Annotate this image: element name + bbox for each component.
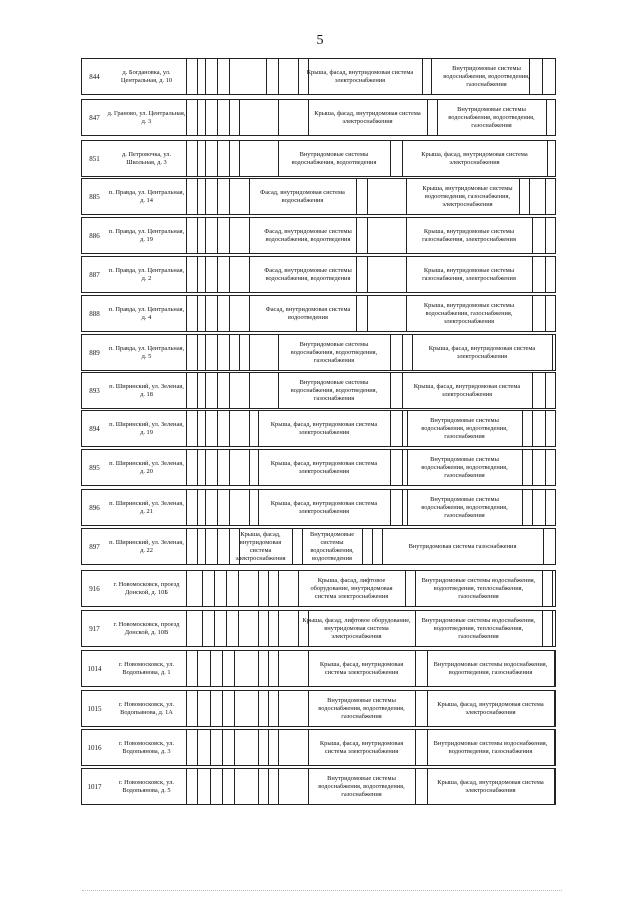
grid-line [532, 490, 533, 525]
grid-line [278, 651, 279, 686]
grid-line [542, 611, 543, 646]
work-cell: Фасад, внутридомовая система водоснабжения [260, 188, 345, 204]
grid-line [217, 179, 218, 214]
work-cell: Внутридомовые системы водоснабжения, водоотведения, газоснабжения [433, 739, 548, 755]
grid-line [362, 529, 363, 564]
work-cell: Крыша, фасад, внутридомовая система электроснабжения [319, 739, 404, 755]
row-number: 886 [89, 231, 100, 240]
grid-line [210, 769, 211, 804]
grid-line [415, 651, 416, 686]
work-cell: Крыша, фасад, внутридомовая система электроснабжения [314, 109, 421, 125]
grid-line [278, 691, 279, 726]
grid-line [217, 218, 218, 253]
grid-line [529, 179, 530, 214]
grid-line [214, 571, 215, 606]
grid-line [229, 335, 230, 370]
grid-line [197, 490, 198, 525]
row-number: 1016 [87, 743, 102, 752]
grid-line [217, 373, 218, 408]
grid-line [532, 450, 533, 485]
row-address: д. Богдановка, ул. Центральная, д. 10 [107, 59, 187, 94]
grid-line [390, 450, 391, 485]
row-number: 916 [89, 584, 100, 593]
grid-line [415, 730, 416, 765]
grid-line [197, 769, 198, 804]
work-cell: Фасад, внутридомовые системы водоснабжения, водоотведения [264, 227, 352, 243]
work-cell: Внутридомовые системы водоснабжения, водоотведения, газоснабжения [433, 660, 548, 676]
grid-line [217, 529, 218, 564]
grid-line [268, 611, 269, 646]
grid-line [205, 218, 206, 253]
work-cell: Крыша, внутридомовые системы газоснабжения, электроснабжения [422, 227, 516, 243]
grid-line [367, 257, 368, 292]
grid-line [202, 611, 203, 646]
work-cell: Крыша, фасад, внутридомовая система электроснабжения [235, 530, 286, 562]
grid-line [545, 490, 546, 525]
work-cell: Внутридомовые системы водоснабжения, водоотведения, теплоснабжения, газоснабжения [421, 576, 536, 600]
row-number: 897 [89, 542, 100, 551]
grid-line [197, 179, 198, 214]
grid-line [390, 411, 391, 446]
grid-line [258, 651, 259, 686]
grid-line [229, 141, 230, 176]
grid-line [217, 335, 218, 370]
grid-line [405, 571, 406, 606]
grid-line [229, 373, 230, 408]
grid-line [249, 490, 250, 525]
table-row [81, 372, 556, 409]
grid-line [238, 611, 239, 646]
work-cell: Крыша, фасад, лифтовое оборудование, внутридомовая система электроснабжения [302, 616, 411, 640]
work-cell: Крыша, фасад, лифтовое оборудование, внутридомовая система электроснабжения [310, 576, 393, 600]
grid-line [268, 769, 269, 804]
work-cell: Крыша, фасад, внутридомовая система электроснабжения [270, 499, 378, 515]
grid-line [229, 179, 230, 214]
grid-line [545, 450, 546, 485]
grid-line [217, 296, 218, 331]
work-cell: Внутридомовые системы водоснабжения, водоотведения, газоснабжения [290, 378, 378, 402]
grid-line [542, 59, 543, 94]
table-row [81, 178, 556, 215]
grid-line [229, 296, 230, 331]
grid-line [205, 296, 206, 331]
work-cell: Крыша, фасад, внутридомовая система электроснабжения [413, 382, 521, 398]
row-address: г. Новомосковск, ул. Водопьянова, д. 3 [107, 730, 187, 765]
grid-line [552, 335, 553, 370]
grid-line [249, 450, 250, 485]
grid-line [234, 730, 235, 765]
grid-line [367, 179, 368, 214]
grid-line [205, 450, 206, 485]
grid-line [222, 691, 223, 726]
grid-line [229, 59, 230, 94]
table-row [81, 489, 556, 526]
grid-line [278, 59, 279, 94]
row-address: п. Ширинский, ул. Зеленая, д. 22 [107, 529, 187, 564]
grid-line [278, 769, 279, 804]
grid-line [217, 59, 218, 94]
grid-line [210, 730, 211, 765]
work-cell: Внутридомовые системы водоснабжения, водоотведения, газоснабжения [448, 105, 535, 129]
table-row [81, 334, 556, 371]
work-cell: Фасад, внутридомовая система водоотведения [265, 305, 351, 321]
grid-line [545, 411, 546, 446]
table-row [81, 217, 556, 254]
grid-line [226, 571, 227, 606]
grid-line [278, 611, 279, 646]
row-number: 917 [89, 624, 100, 633]
grid-line [234, 691, 235, 726]
grid-line [532, 411, 533, 446]
grid-line [197, 529, 198, 564]
work-cell: Крыша, внутридомовые системы водоотведения, газоснабжения, электроснабжения [422, 184, 513, 208]
grid-line [554, 730, 555, 765]
grid-line [258, 769, 259, 804]
work-cell: Внутридомовые системы водоснабжения, водоотведения, газоснабжения [421, 455, 508, 479]
work-cell: Внутридомовые системы водоснабжения, водоотведения [291, 150, 377, 166]
grid-line [415, 691, 416, 726]
grid-line [249, 411, 250, 446]
grid-line [402, 335, 403, 370]
grid-line [268, 651, 269, 686]
work-cell: Внутридомовые системы водоснабжения, водоотведения, газоснабжения [318, 774, 405, 798]
grid-line [390, 373, 391, 408]
grid-line [210, 651, 211, 686]
grid-line [266, 59, 267, 94]
grid-line [239, 141, 240, 176]
table-row [81, 58, 556, 95]
table-row [81, 570, 556, 607]
grid-line [547, 141, 548, 176]
grid-line [217, 411, 218, 446]
work-cell: Крыша, внутридомовые системы водоснабжения, газоснабжения, электроснабжения [423, 301, 515, 325]
work-cell: Крыша, фасад, внутридомовая система электроснабжения [437, 778, 544, 794]
row-number: 887 [89, 270, 100, 279]
table-row [81, 729, 556, 766]
grid-line [234, 769, 235, 804]
work-cell: Крыша, фасад, внутридомовая система электроснабжения [306, 68, 414, 84]
grid-line [258, 611, 259, 646]
grid-line [205, 335, 206, 370]
table-row [81, 140, 556, 177]
work-cell: Крыша, фасад, внутридомовая система электроснабжения [437, 700, 544, 716]
grid-line [205, 373, 206, 408]
work-cell: Внутридомовые системы водоснабжения, водоотведения, газоснабжения [421, 416, 508, 440]
grid-line [238, 571, 239, 606]
work-cell: Внутридомовые системы водоснабжения, водоотведения, газоснабжения [318, 696, 405, 720]
grid-line [229, 411, 230, 446]
row-address: г. Новомосковск, ул. Водопьянова, д. 1А [107, 691, 187, 726]
grid-line [292, 529, 293, 564]
work-cell: Внутридомовые системы водоснабжения, водоотведения, теплоснабжения, газоснабжения [421, 616, 536, 640]
work-cell: Внутридомовая система газоснабжения [408, 542, 517, 550]
grid-line [258, 691, 259, 726]
grid-line [545, 179, 546, 214]
grid-line [390, 141, 391, 176]
row-address: п. Правда, ул. Центральная, д. 2 [107, 257, 187, 292]
grid-line [205, 141, 206, 176]
row-number: 889 [89, 348, 100, 357]
work-cell: Внутридомовые системы водоснабжения, водоотведения, газоснабжения [421, 495, 508, 519]
grid-line [197, 730, 198, 765]
row-number: 847 [89, 113, 100, 122]
grid-line [229, 257, 230, 292]
grid-line [552, 571, 553, 606]
grid-line [222, 769, 223, 804]
row-number: 885 [89, 192, 100, 201]
grid-line [278, 730, 279, 765]
grid-line [205, 411, 206, 446]
row-address: г. Новомосковск, проезд Донской, д. 10В [107, 611, 187, 646]
table-row [81, 768, 556, 805]
row-address: п. Ширинский, ул. Зеленая, д. 18 [107, 373, 187, 408]
grid-line [427, 100, 428, 135]
grid-line [217, 450, 218, 485]
grid-line [197, 335, 198, 370]
grid-line [372, 529, 373, 564]
grid-line [197, 141, 198, 176]
grid-line [249, 335, 250, 370]
grid-line [249, 373, 250, 408]
grid-line [217, 257, 218, 292]
grid-line [402, 490, 403, 525]
table-row [81, 410, 556, 447]
grid-line [239, 100, 240, 135]
grid-line [205, 257, 206, 292]
table-row [81, 256, 556, 293]
row-number: 895 [89, 463, 100, 472]
grid-line [390, 335, 391, 370]
grid-line [205, 529, 206, 564]
grid-line [229, 218, 230, 253]
grid-line [367, 296, 368, 331]
row-address: г. Новомосковск, ул. Водопьянова, д. 1 [107, 651, 187, 686]
grid-line [532, 296, 533, 331]
work-cell: Крыша, фасад, внутридомовая система электроснабжения [428, 344, 536, 360]
grid-line [217, 100, 218, 135]
grid-line [226, 611, 227, 646]
table-row [81, 610, 556, 647]
grid-line [522, 490, 523, 525]
grid-line [197, 296, 198, 331]
grid-line [532, 218, 533, 253]
grid-line [367, 218, 368, 253]
grid-line [258, 730, 259, 765]
grid-line [197, 691, 198, 726]
grid-line [205, 179, 206, 214]
grid-line [554, 769, 555, 804]
row-number: 894 [89, 424, 100, 433]
grid-line [217, 490, 218, 525]
grid-line [356, 179, 357, 214]
grid-line [268, 571, 269, 606]
row-address: г. Новомосковск, проезд Донской, д. 10Б [107, 571, 187, 606]
row-address: п. Ширинский, ул. Зеленая, д. 19 [107, 411, 187, 446]
grid-line [268, 691, 269, 726]
grid-line [197, 450, 198, 485]
grid-line [415, 769, 416, 804]
grid-line [222, 730, 223, 765]
grid-line [545, 296, 546, 331]
grid-line [205, 59, 206, 94]
row-address: д. Петровочка, ул. Школьная, д. 3 [107, 141, 187, 176]
grid-line [229, 100, 230, 135]
table-row [81, 99, 556, 136]
row-address: п. Ширинский, ул. Зеленая, д. 20 [107, 450, 187, 485]
row-number: 1014 [87, 664, 102, 673]
grid-line [278, 571, 279, 606]
grid-line [222, 651, 223, 686]
grid-line [229, 490, 230, 525]
grid-line [422, 59, 423, 94]
grid-line [205, 490, 206, 525]
grid-line [205, 100, 206, 135]
work-cell: Крыша, внутридомовые системы газоснабжения, электроснабжения [422, 266, 516, 282]
row-address: г. Новомосковск, ул. Водопьянова, д. 5 [107, 769, 187, 804]
row-number: 844 [89, 72, 100, 81]
grid-line [522, 450, 523, 485]
work-cell: Внутридомовые системы водоснабжения, водоотведения [309, 530, 355, 562]
row-address: п. Правда, ул. Центральная, д. 4 [107, 296, 187, 331]
grid-line [554, 651, 555, 686]
grid-line [197, 100, 198, 135]
table-row [81, 650, 556, 687]
work-cell: Крыша, фасад, внутридомовая система электроснабжения [421, 150, 528, 166]
grid-line [390, 490, 391, 525]
table-row [81, 690, 556, 727]
grid-line [546, 100, 547, 135]
grid-line [210, 691, 211, 726]
grid-line [197, 411, 198, 446]
grid-line [278, 100, 279, 135]
work-cell: Внутридомовые системы водоснабжения, водоотведения, газоснабжения [443, 64, 530, 88]
row-address: д. Граново, ул. Центральная, д. 3 [107, 100, 187, 135]
grid-line [545, 257, 546, 292]
page-number: 5 [316, 33, 324, 48]
grid-line [229, 450, 230, 485]
grid-line [554, 691, 555, 726]
grid-line [258, 571, 259, 606]
work-cell: Внутридомовые системы водоснабжения, водоотведения, газоснабжения [290, 340, 378, 364]
row-address: п. Правда, ул. Центральная, д. 14 [107, 179, 187, 214]
grid-line [532, 257, 533, 292]
grid-line [214, 611, 215, 646]
grid-line [197, 59, 198, 94]
grid-line [552, 611, 553, 646]
grid-line [197, 218, 198, 253]
row-number: 896 [89, 503, 100, 512]
grid-line [522, 411, 523, 446]
row-address: п. Правда, ул. Центральная, д. 5 [107, 335, 187, 370]
grid-line [202, 571, 203, 606]
work-cell: Крыша, фасад, внутридомовая система электроснабжения [319, 660, 404, 676]
work-cell: Крыша, фасад, внутридомовая система электроснабжения [270, 420, 378, 436]
grid-line [217, 141, 218, 176]
grid-line [197, 651, 198, 686]
grid-line [532, 373, 533, 408]
work-cell: Крыша, фасад, внутридомовая система электроснабжения [270, 459, 378, 475]
grid-line [197, 257, 198, 292]
row-number: 893 [89, 386, 100, 395]
row-number: 1015 [87, 704, 102, 713]
footer-divider [82, 890, 562, 891]
row-number: 851 [89, 154, 100, 163]
table-row [81, 528, 556, 565]
row-address: п. Правда, ул. Центральная, д. 19 [107, 218, 187, 253]
row-number: 1017 [87, 782, 102, 791]
work-cell: Фасад, внутридомовые системы водоснабжения, водоотведения [264, 266, 352, 282]
grid-line [268, 730, 269, 765]
grid-line [545, 218, 546, 253]
grid-line [402, 411, 403, 446]
row-address: п. Ширинский, ул. Зеленая, д. 21 [107, 490, 187, 525]
grid-line [234, 651, 235, 686]
table-row [81, 295, 556, 332]
table-row [81, 449, 556, 486]
row-number: 888 [89, 309, 100, 318]
grid-line [543, 529, 544, 564]
grid-line [542, 571, 543, 606]
grid-line [545, 373, 546, 408]
grid-line [197, 373, 198, 408]
grid-line [239, 335, 240, 370]
grid-line [402, 450, 403, 485]
